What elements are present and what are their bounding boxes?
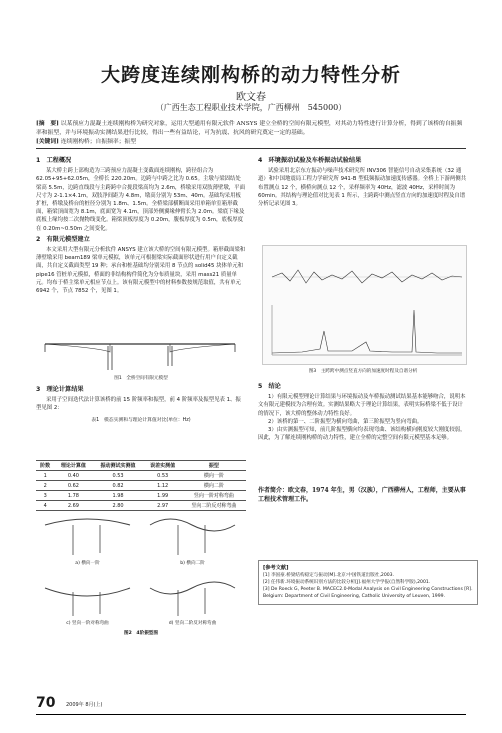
left-column-mid [36, 383, 246, 425]
section-1-title: 1 工程概况 [36, 157, 72, 164]
author-name: 欧文春 [236, 92, 266, 103]
section-5-point-3: 3）由实测振型可知，前几阶振型横向均表现弯曲、该结构横向刚度较大刚度较弱，因此，为了解连续刚构桥的动力特性，建立全桥的完整空间有限元模型基本足够。 [258, 427, 466, 442]
table-cell: 2 [36, 481, 54, 491]
page-number: 70 [36, 695, 56, 711]
table-cell: 0.62 [54, 481, 92, 491]
table-cell: 2.69 [54, 501, 92, 511]
table-row [36, 481, 246, 491]
keywords-row [36, 138, 466, 147]
table-cell: 1.99 [144, 491, 182, 501]
figure-3-caption: 图3 主跨跨中测点竖直方向的加速度时程及自谱分析 [308, 369, 418, 374]
table-cell: 横向一阶 [182, 471, 246, 481]
section-1-text: 某大桥主跨上部构造为三跨预应力混凝土变截面连续刚构，跨径组合为 62.05+95+62.05m，全桥长 220.20m。边跨与中跨之比为 0.65。主墩与梁固结处梁高 5.5m，边跨直线段与主跨跨中合拢段梁高均为 2.6m，桥墩采用双肢薄壁墩，平面尺寸为 2-1.1×4.1m，双肢净间距为 4.8m，墩高分别为 53m、40m。基础均采用板扩桩，桥墩及桥台的桩径分别为 1.8m、1.5m。全桥梁部横断面采用单箱单室箱形截面，箱梁顶面宽为 8.1m，底面宽为 4.1m，顶部外侧翼缘伸臂长为 2.0m。梁底下缘及底板上缘均按二次抛物线变化。箱梁顶板厚度为 0.20m，腹板厚度为 0.5m，底板厚度在 0.20m~0.50m 之间变化。 [36, 168, 245, 232]
section-2-title: 2 有限元模型建立 [36, 235, 90, 243]
figure-2b-label: b) 横向二阶 [180, 561, 205, 566]
table-cell: 2.97 [144, 501, 182, 511]
table-header: 阶数 [36, 461, 54, 471]
section-5-title: 5 结论 [258, 383, 281, 390]
abstract-row [36, 120, 466, 138]
article-title: 大跨度连续刚构桥的动力特性分析 [100, 64, 401, 86]
section-4-text: 试验采用北京东方振动与噪声技术研究所 INV306 智能信号自动采集系统（32 通道）和中国地震局工程力学研究所 941-B 型低频振动加速度传感器。全桥上下游两侧共布置测点 12 个，横桥向测点 12 个，采样频率为 40Hz，滤波 40Hz，采样时间为 60min。其结构与理论值对比见表 1 所示，主跨跨中测点竖直方向的加速度时程及自谱分析记录见图 3。 [258, 168, 467, 208]
figure-2d-mode-shape [145, 570, 240, 620]
abstract-block [36, 120, 466, 147]
table-cell: 竖向一阶对称弯曲 [182, 491, 246, 501]
table-cell: 1.12 [144, 481, 182, 491]
table-row [36, 471, 246, 481]
affiliation: （广西生态工程职业技术学院，广西柳州 545000） [155, 103, 347, 112]
section-5-point-2: 2）该桥的第一、二阶振型为横向弯曲，第三阶振型为竖向弯曲。 [268, 418, 423, 425]
table-cell: 竖向二阶反对称弯曲 [182, 501, 246, 511]
table-header-row [36, 461, 246, 471]
table-cell: 1.78 [54, 491, 92, 501]
figure-1-caption: 图1 全桥空间有限元模型 [114, 376, 168, 381]
reference-item: [2] 任伟新.环境振动系统识别方法的比较分析[J].福州大学学报(自然科学版),2001. [263, 580, 431, 585]
figure-2c-label: c) 竖向一阶对称弯曲 [66, 621, 109, 626]
abstract-text: 以某预应力混凝土连续刚构桥为研究对象，运用大型通用有限元软件 ANSYS 建立全桥的空间有限元模型，对其动力特性进行计算分析，得到了该桥的自振频率和振型，并与环境振动实测结果进行比较，得出一些有益结论，可为抗震、抗风的研究奠定一定的基础。 [36, 121, 463, 136]
keywords-label: [关键词] [36, 139, 59, 145]
footer-rule [36, 714, 466, 715]
figure-2-caption: 图2 4阶振型图 [124, 631, 158, 636]
section-3-text: 采用子空间迭代法计算该桥的前 15 阶频率和振型，前 4 阶频率及振型见表 1、振型见图 2： [36, 397, 241, 412]
reference-item: [1] 李国豪.桥梁结构稳定与振动[M].北京:中国铁道出版社,2003. [263, 573, 395, 578]
table-header: 误差实测值 [144, 461, 182, 471]
table-cell: 0.53 [92, 471, 143, 481]
table-1 [36, 460, 246, 511]
table-header: 振型 [182, 461, 246, 471]
table-1-caption: 表1 模态实测和与理论计算值对比(单位：Hz) [91, 417, 191, 423]
table-row [36, 491, 246, 501]
table-cell: 1 [36, 471, 54, 481]
table-cell: 0.40 [54, 471, 92, 481]
table-header: 理论计算值 [54, 461, 92, 471]
table-cell: 横向二阶 [182, 481, 246, 491]
right-column-mid [258, 380, 468, 442]
section-3-title: 3 理论计算结果 [36, 386, 84, 393]
keywords-text: 连续刚构桥；自振频率；振型 [60, 139, 137, 145]
figure-1-bridge-model [40, 334, 240, 374]
divider [36, 148, 466, 149]
section-4-title: 4 环境振动试验及车桥振动试验结果 [258, 157, 362, 164]
figure-3-acceleration-plot [262, 245, 467, 365]
figure-2a-mode-shape [40, 505, 135, 560]
table-cell: 1.98 [92, 491, 143, 501]
references-title: [参考文献] [263, 565, 289, 571]
table-cell: 0.53 [144, 471, 182, 481]
table-cell: 0.82 [92, 481, 143, 491]
issue-date: 2009年 8月(上) [66, 702, 103, 708]
right-column-top [258, 154, 468, 208]
table-cell: 4 [36, 501, 54, 511]
figure-2a-label: a) 横向一阶 [75, 561, 100, 566]
figure-2d-label: d) 竖向二阶反对称弯曲 [168, 621, 217, 626]
references-box [258, 560, 478, 605]
abstract-label: [摘 要] [36, 121, 59, 127]
table-cell: 3 [36, 491, 54, 501]
left-column-top [36, 154, 246, 295]
table-cell: 2.80 [92, 501, 143, 511]
figure-2c-mode-shape [40, 570, 135, 620]
figure-2b-mode-shape [145, 505, 240, 560]
table-header: 振动测试实测值 [92, 461, 143, 471]
section-5-point-1: 1）有限元模型理论计算结果与环境振动及车桥振动测试结果基本能够吻合，说明本文有限元建模较为合理有效。实测结果略大于理论计算结果，表明实际桥梁不低于设计的情况下，该大桥的整体动力特性良好。 [258, 394, 466, 417]
reference-item: [3] De Roeck G, Peeter B. MACEC2.0-Modal Analysis on Civil Engineering Constructions [R]. Belgium: Department of Civil Engineering, Catholic University of Leuven, 1999. [263, 587, 473, 599]
author-note: 作者简介：欧文春，1974 年生，男（汉族），广西柳州人，工程师，主要从事工程技术管理工作。 [258, 487, 466, 503]
section-2-text: 本文采用大型有限元分析软件 ANSYS 建立该大桥的空间有限元模型。箱形截面梁和薄壁墩采用 beam189 梁单元模拟，该单元可根据梁实际截面形状进行用户自定义截面，共自定义截面类型 19 种；承台和桩基础均分别采用 8 节点的 solid45 块体单元和 pipe16 管桩单元模拟，桥面的非结构构件简化为分布质量块，采用 mass21 质量单元。均布于桥主梁单元相应节点上。该有限元模型中的材料参数按规范取值，共有单元 6942 个，节点 7852 个，见图 1。 [36, 247, 246, 295]
